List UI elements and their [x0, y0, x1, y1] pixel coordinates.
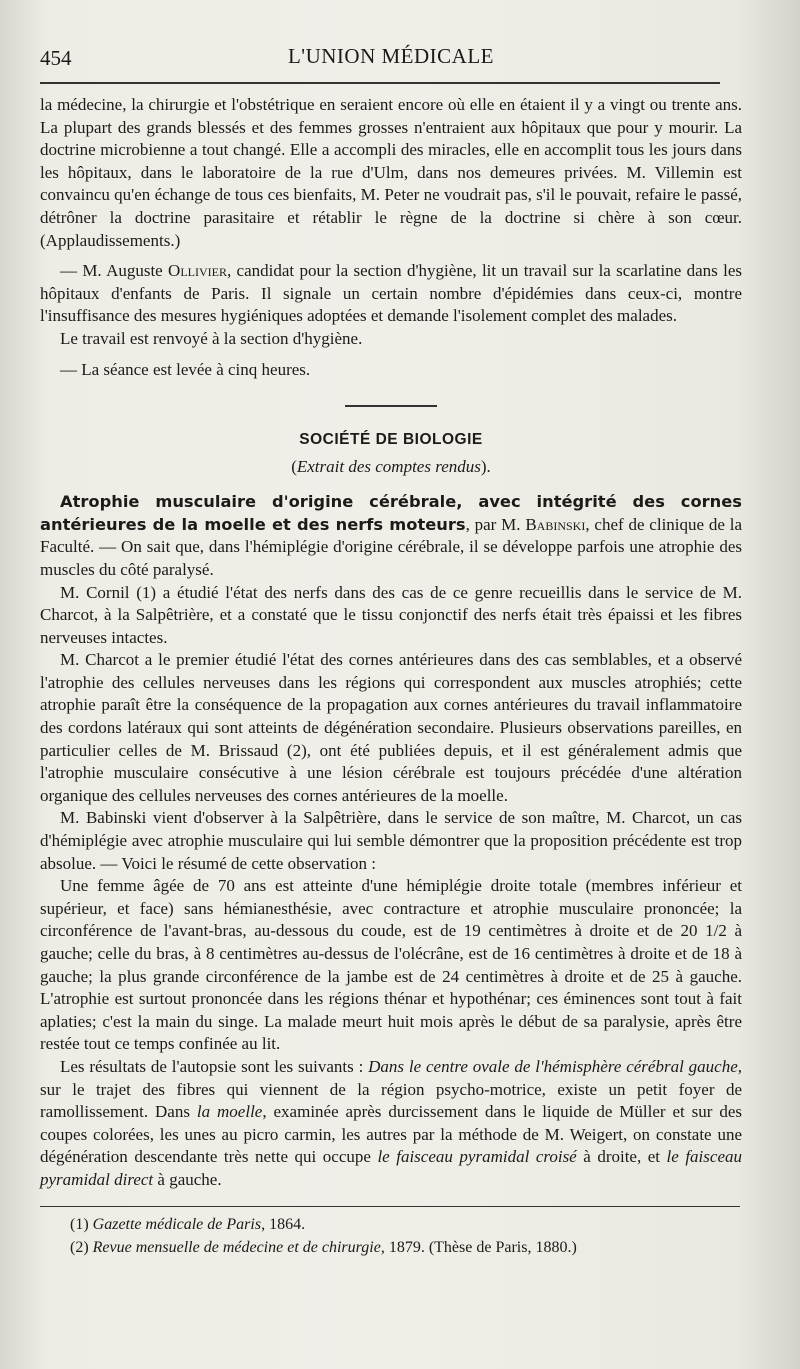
page-header: [40, 38, 742, 74]
paragraph-seance: — La séance est levée à cinq heures.: [60, 359, 311, 379]
autopsie-t1: Les résultats de l'autopsie sont les suivants :: [60, 1056, 369, 1076]
running-head: L'UNION MÉDICALE: [287, 44, 494, 68]
autopsie-i1: Dans le centre ovale de l'hémisphère cérébral gauche: [368, 1056, 738, 1076]
autopsie-i4: le faisceau pyramidal direct: [40, 1147, 742, 1189]
extract-open: (: [291, 457, 297, 477]
footnote-1-source: Gazette médicale de Paris: [92, 1215, 262, 1233]
paragraph-cornil: M. Cornil (1) a étudié l'état des nerfs dans des cas de ce genre recueillis dans le service de M. Charcot, à la Salpêtrière, et a constaté que le tissu conjonctif des nerfs était très épaissi et les fibres nerveuses intactes.: [40, 582, 742, 647]
society-heading: SOCIÉTÉ DE BIOLOGIE: [299, 431, 483, 449]
page-number: 454: [40, 46, 72, 70]
paragraph-autopsie: [40, 1056, 742, 1192]
paragraph-charcot: M. Charcot a le premier étudié l'état des cornes antérieures dans des cas semblables, et a observé l'atrophie des cellules nerveuses dans les régions qui correspondent aux muscles atrophiés; cette atrophie paraît être la conséquence de la propagation aux cornes antérieures du travail inflammatoire des cordons latéraux qui sont atteints de dégénération secondaire. Plusieurs observations pareilles, en particulier celles de M. Brissaud (2), ont été publiées depuis, et il est généralement admis que l'atrophie musculaire consécutive à une lésion cérébrale est toujours précédée d'une altération organique des cellules nerveuses des cornes antérieures de la moelle.: [40, 650, 742, 805]
author-ollivier: Ollivier: [168, 261, 227, 281]
autopsie-i2: la moelle: [196, 1102, 263, 1122]
footnote-1-detail: , 1864.: [261, 1215, 306, 1233]
autopsie-t5: à gauche.: [153, 1169, 222, 1189]
article-text: , chef de clinique de la Faculté. — On sait que, dans l'hémiplégie d'origine cérébrale, il se développe parfois une atrophie des muscles du côté paralysé.: [40, 514, 742, 579]
footnote-1-number: (1): [70, 1215, 93, 1233]
footnote-rule: [40, 1206, 740, 1207]
autopsie-t2: , sur le trajet des fibres qui viennent de la région psycho-motrice, existe un petit foyer de ramollissement. Dans: [40, 1056, 742, 1122]
autopsie-i3: le faisceau pyramidal croisé: [377, 1147, 577, 1167]
extract-line: [40, 457, 742, 477]
ollivier-text: , candidat pour la section d'hygiène, lit un travail sur la scarlatine dans les hôpitaux d'enfants de Paris. Il signale un certain nombre d'épidémies dans ceux-ci, montre l'insuffisance des mesures hygiéniques adoptées et demande l'isolement complet des malades.: [40, 261, 742, 326]
extract-title: Extrait des comptes rendus: [296, 457, 481, 477]
autopsie-t3: , examinée après durcissement dans le liquide de Müller et sur des coupes colorées, les unes au picro carmin, les autres par la méthode de M. Weigert, on constate une dégénération descendante très nette qui occupe: [40, 1102, 742, 1167]
article-title: Atrophie musculaire d'origine cérébrale, avec intégrité des cornes antérieures de la moelle et des nerfs moteurs: [40, 492, 742, 534]
header-rule: [40, 82, 720, 84]
paragraph-observation: Une femme âgée de 70 ans est atteinte d'une hémiplégie droite totale (membres inférieur et supérieur, et face) sans hémianesthésie, avec contracture et atrophie musculaire prononcée; la circonférence de l'avant-bras, au-dessous du coude, est de 19 centimètres à droite et de 20 1/2 à gauche; celle du bras, à 8 centimètres au-dessus de l'olécrâne, est de 16 centimètres à droite et de 18 à gauche; la plus grande circonférence de la jambe est de 24 centimètres à droite et de 25 à gauche. L'atrophie est surtout prononcée dans les régions thénar et hypothénar; ces éminences sont tout à fait aplaties; c'est la main du singe. La malade meurt huit mois après le début de sa paralysie, après être restée tout ce temps confinée au lit.: [40, 876, 742, 1054]
paragraph-renvoye: Le travail est renvoyé à la section d'hygiène.: [60, 328, 363, 348]
footnote-2-number: (2): [70, 1238, 93, 1256]
footnotes: [40, 1213, 742, 1259]
section-separator: [345, 405, 437, 407]
paragraph-ollivier: [40, 260, 742, 328]
ollivier-lead: — M. Auguste: [60, 261, 169, 281]
extract-close: ).: [480, 457, 491, 477]
article-author: Babinski: [525, 514, 586, 534]
footnote-2: [40, 1236, 742, 1259]
autopsie-t4: à droite, et: [576, 1147, 667, 1167]
footnote-2-detail: , 1879. (Thèse de Paris, 1880.): [380, 1238, 577, 1256]
paragraph-intro: la médecine, la chirurgie et l'obstétrique en seraient encore où elle en étaient il y a vingt ou trente ans. La plupart des grands blessés et des femmes grosses n'entraient aux hôpitaux que pour y mourir. La doctrine microbienne a tout changé. Elle a accompli des miracles, elle en accomplit tous les jours dans les hôpitaux, dans le laboratoire de la rue d'Ulm, dans nos demeures privées. M. Villemin est convaincu qu'en échange de tous ces bienfaits, M. Peter ne voudrait pas, s'il le pouvait, refaire le passé, détrôner la doctrine parasitaire et rétablir le règne de la doctrine si chère à son cœur. (Applaudissements.): [40, 95, 742, 250]
footnote-2-source: Revue mensuelle de médecine et de chirurgie: [92, 1238, 381, 1256]
footnote-1: [40, 1213, 742, 1236]
paragraph-babinski: M. Babinski vient d'observer à la Salpêtrière, dans le service de son maître, M. Charcot, un cas d'hémiplégie avec atrophie musculaire qui lui semble démontrer que la proposition précédente est trop absolue. — Voici le résumé de cette observation :: [40, 808, 742, 873]
paragraph-article: [40, 491, 742, 581]
article-by: , par M.: [465, 514, 526, 534]
